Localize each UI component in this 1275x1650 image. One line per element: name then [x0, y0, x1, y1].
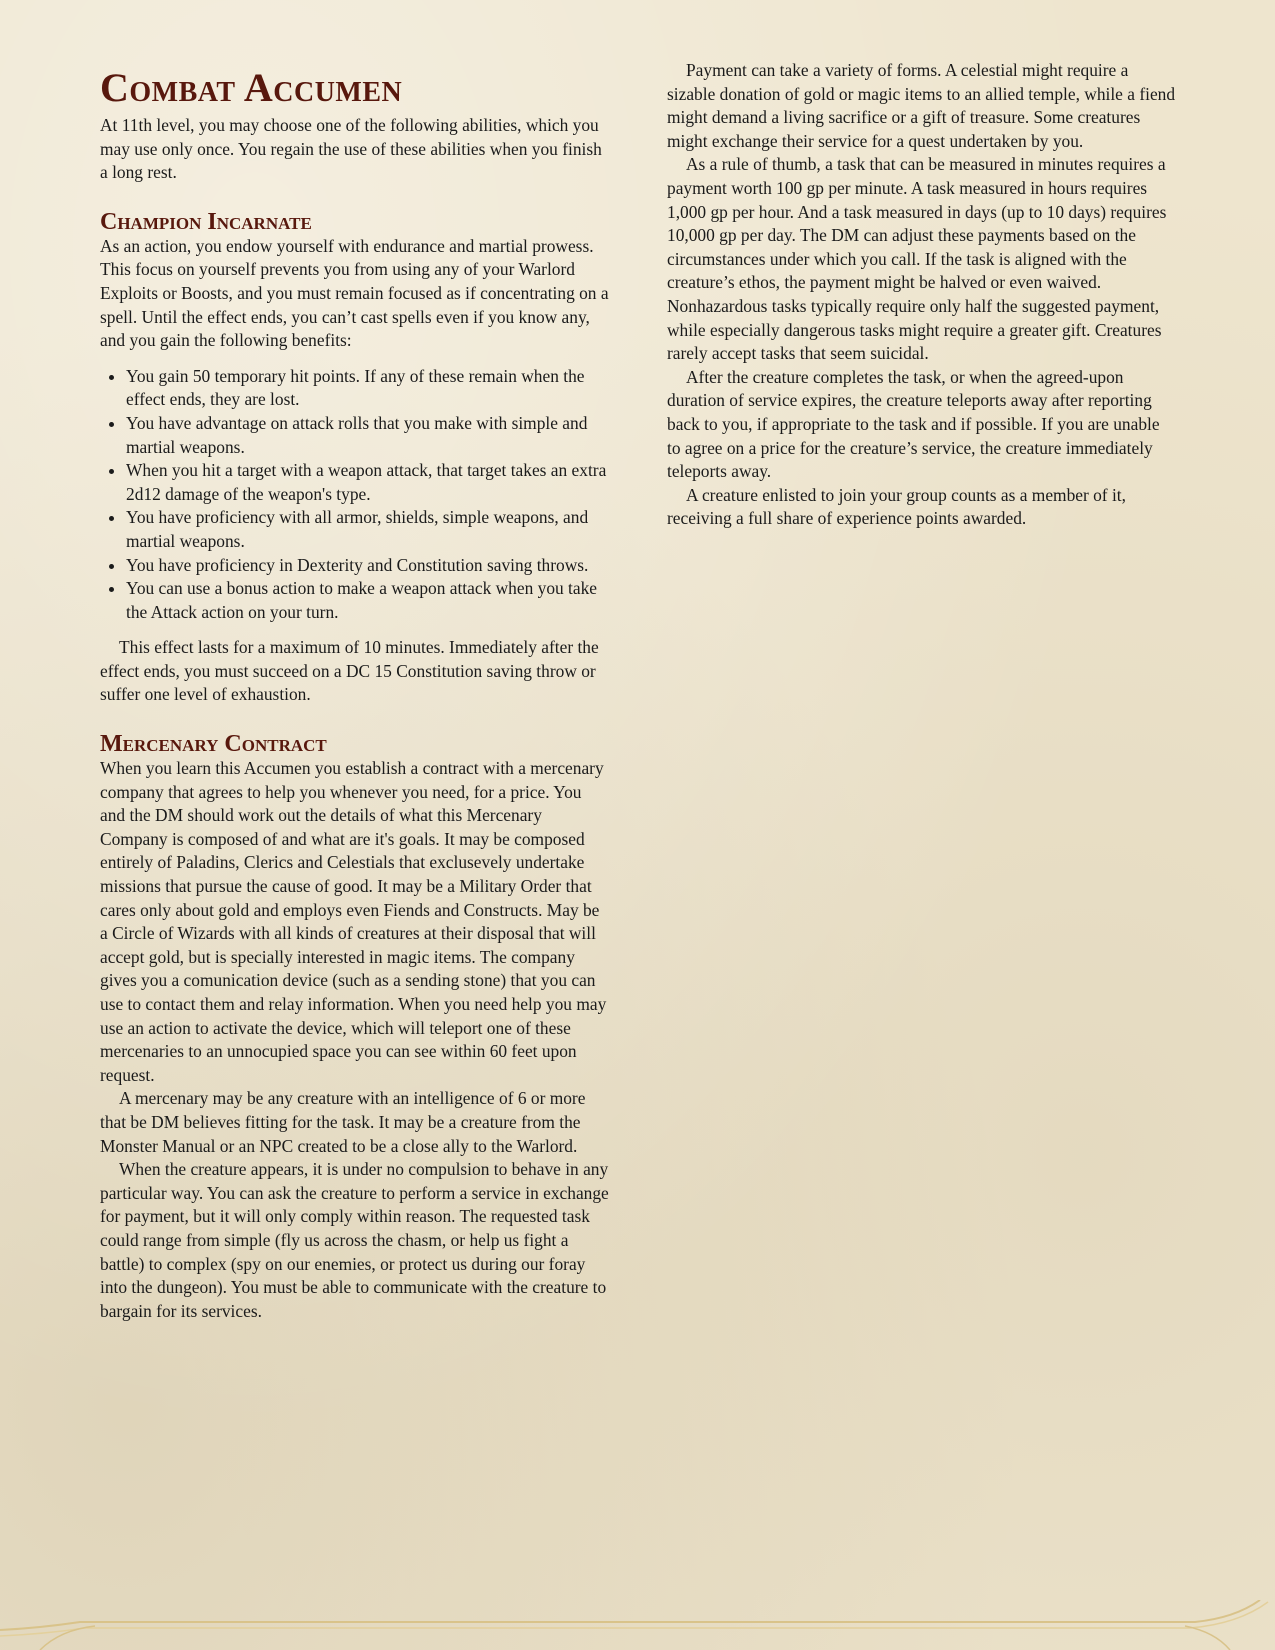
list-item: • You gain 50 temporary hit points. If any of these remain when the effect ends, they are lost.	[126, 365, 610, 412]
mercenary-paragraph-3: When the creature appears, it is under no compulsion to behave in any particular way. You can ask the creature to perform a service in exchange for payment, but it will only comply within reason. The requested task could range from simple (fly us across the chasm, or help us fight a battle) to complex (spy on our enemies, or protect us during our foray into the dungeon). You must be able to communicate with the creature to bargain for its services.	[100, 1159, 609, 1321]
mercenary-paragraph-7: A creature enlisted to join your group counts as a member of it, receiving a full share of experience points awarded.	[667, 484, 1126, 529]
champion-duration-paragraph: This effect lasts for a maximum of 10 minutes. Immediately after the effect ends, you must succeed on a DC 15 Constitution saving throw or suffer one level of exhaustion.	[100, 637, 599, 705]
mercenary-paragraph-6: After the creature completes the task, or when the agreed-upon duration of service expires, the creature teleports away after reporting back to you, if appropriate to the task and if possible. If you are unable to agree on a price for the creature’s service, the creature immediately teleports away.	[667, 366, 1160, 482]
mercenary-paragraph-4: Payment can take a variety of forms. A celestial might require a sizable donation of gold or magic items to an allied temple, while a fiend might demand a living sacrifice or a gift of treasure. Some creatures might exchange their service for a quest undertaken by you.	[667, 60, 1176, 151]
left-column	[100, 0, 610, 1323]
list-item: • You have advantage on attack rolls that you make with simple and martial weapons.	[126, 412, 610, 459]
champion-body: As an action, you endow yourself with endurance and martial prowess. This focus on yourself prevents you from using any of your Warlord Exploits or Boosts, and you must remain focused as if concentrating on a spell. Until the effect ends, you can’t cast spells even if you know any, and you gain the following benefits:	[100, 235, 609, 351]
footer-decoration	[0, 1600, 1275, 1650]
champion-benefits-list	[100, 365, 610, 625]
mercenary-paragraph-2: A mercenary may be any creature with an intelligence of 6 or more that be DM believes fitting for the task. It may be a creature from the Monster Manual or an NPC created to be a close ally to the Warlord.	[100, 1088, 586, 1156]
list-item: • You have proficiency with all armor, shields, simple weapons, and martial weapons.	[126, 506, 610, 553]
list-item: • You can use a bonus action to make a weapon attack when you take the Attack action on your turn.	[126, 577, 610, 624]
list-item: • You have proficiency in Dexterity and Constitution saving throws.	[126, 554, 610, 578]
mercenary-paragraph-1: When you learn this Accumen you establish a contract with a mercenary company that agrees to help you whenever you need, for a price. You and the DM should work out the details of what this Mercenary Company is composed of and what are it's goals. It may be composed entirely of Paladins, Clerics and Celestials that exclusevely undertake missions that pursue the cause of good. It may be a Military Order that cares only about gold and employs even Fiends and Constructs. May be a Circle of Wizards with all kinds of creatures at their disposal that will accept gold, but is specially interested in magic items. The company gives you a comunication device (such as a sending stone) that you can use to contact them and relay information. When you need help you may use an action to activate the device, which will teleport one of these mercenaries to an unnocupied space you can see within 60 feet upon request.	[100, 758, 607, 1085]
right-column	[667, 0, 1177, 531]
list-item: • When you hit a target with a weapon attack, that target takes an extra 2d12 damage of the weapon's type.	[126, 459, 610, 506]
page-title: Combat Accumen	[100, 65, 403, 110]
mercenary-paragraph-5: As a rule of thumb, a task that can be measured in minutes requires a payment worth 100 gp per minute. A task measured in hours requires 1,000 gp per hour. And a task measured in days (up to 10 days) requires 10,000 gp per day. The DM can adjust these payments based on the circumstances under which you call. If the task is aligned with the creature’s ethos, the payment might be halved or even waived. Nonhazardous tasks typically require only half the suggested payment, while especially dangerous tasks might require a greater gift. Creatures rarely accept tasks that seem suicidal.	[667, 154, 1167, 364]
intro-paragraph: At 11th level, you may choose one of the following abilities, which you may use only once. You regain the use of these abilities when you finish a long rest.	[100, 115, 602, 183]
mercenary-heading: Mercenary Contract	[100, 731, 327, 758]
champion-heading: Champion Incarnate	[100, 208, 312, 235]
